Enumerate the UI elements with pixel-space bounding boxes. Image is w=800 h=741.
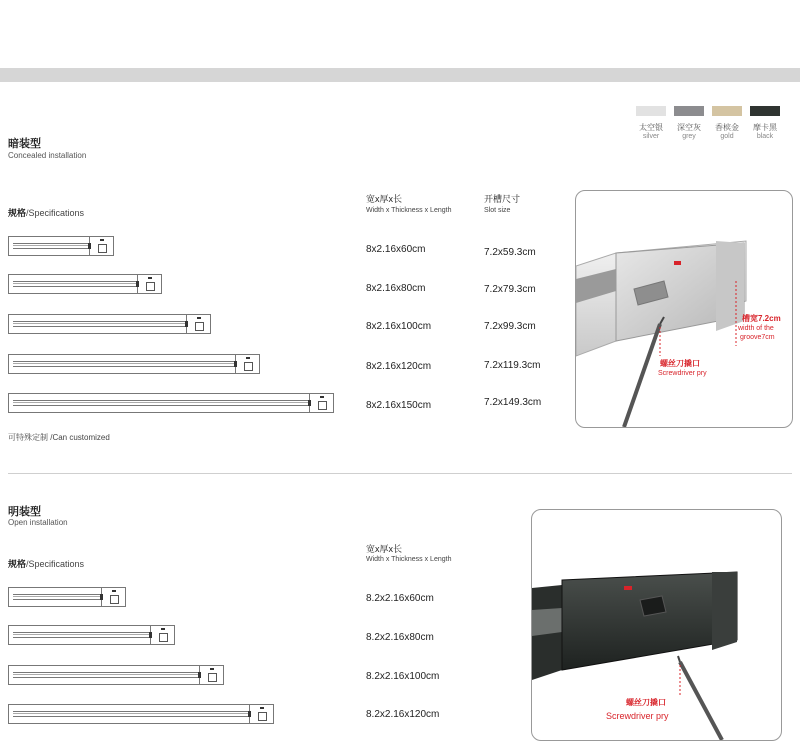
rail-drawing-100 [8, 314, 211, 334]
open-rail-drawing-80 [8, 625, 175, 645]
swatch-silver [636, 106, 666, 116]
open-subtitle: Open installation [8, 518, 68, 527]
swatch-black [750, 106, 780, 116]
swatch-en-gold: gold [720, 133, 734, 140]
groove-width-en2: groove7cm [740, 334, 775, 341]
open-col1-head: 宽x厚x长 [366, 544, 403, 554]
swatch-label-black: 摩卡黑 [753, 123, 777, 132]
open-spec-label: 规格/Specifications [8, 559, 85, 569]
rail-drawing-150 [8, 393, 334, 413]
concealed-slot-150: 7.2x149.3cm [484, 397, 542, 408]
concealed-size-100: 8x2.16x100cm [366, 321, 432, 332]
swatch-label-grey: 深空灰 [677, 123, 701, 132]
open-rail-drawing-100 [8, 665, 224, 685]
concealed-size-120: 8x2.16x120cm [366, 361, 432, 372]
concealed-title: 暗装型 [8, 138, 41, 150]
concealed-subtitle: Concealed installation [8, 151, 87, 160]
open-product-photo [531, 509, 782, 741]
concealed-col2-sub: Slot size [484, 207, 511, 214]
concealed-product-photo [575, 190, 793, 428]
concealed-col1-head: 宽x厚x长 [366, 194, 403, 204]
swatch-label-gold: 香槟金 [715, 123, 739, 132]
open-pry-point-zh: 螺丝刀撬口 [626, 698, 666, 707]
concealed-slot-120: 7.2x119.3cm [484, 360, 541, 371]
groove-width-en1: width of the [738, 325, 774, 332]
open-title: 明装型 [8, 506, 41, 518]
swatch-en-silver: silver [642, 133, 660, 140]
pry-point-en: Screwdriver pry [658, 370, 707, 377]
concealed-size-80: 8x2.16x80cm [366, 283, 426, 294]
concealed-size-150: 8x2.16x150cm [366, 400, 432, 411]
concealed-col2-head: 开槽尺寸 [484, 194, 521, 204]
swatch-gold [712, 106, 742, 116]
concealed-rail-illustration [576, 191, 792, 427]
concealed-col1-sub: Width x Thickness x Length [366, 207, 452, 214]
swatch-label-silver: 太空银 [639, 123, 663, 132]
rail-drawing-80 [8, 274, 162, 294]
open-col1-sub: Width x Thickness x Length [366, 556, 452, 563]
rail-drawing-120 [8, 354, 260, 374]
open-rail-drawing-120 [8, 704, 274, 724]
swatch-en-grey: grey [682, 133, 696, 140]
groove-width-zh: 槽宽7.2cm [742, 314, 781, 323]
customization-note: 可特殊定制 /Can customized [8, 433, 110, 442]
top-gray-band [0, 68, 800, 82]
open-size-80: 8.2x2.16x80cm [366, 632, 434, 643]
open-size-60: 8.2x2.16x60cm [366, 593, 434, 604]
open-rail-drawing-60 [8, 587, 126, 607]
pry-point-zh: 螺丝刀撬口 [660, 359, 700, 368]
swatch-grey [674, 106, 704, 116]
section-divider [8, 473, 792, 474]
open-pry-point-en: Screwdriver pry [606, 711, 669, 721]
concealed-size-60: 8x2.16x60cm [366, 244, 426, 255]
concealed-slot-60: 7.2x59.3cm [484, 247, 536, 258]
open-size-120: 8.2x2.16x120cm [366, 709, 440, 720]
swatch-en-black: black [756, 133, 774, 140]
concealed-slot-80: 7.2x79.3cm [484, 284, 536, 295]
open-size-100: 8.2x2.16x100cm [366, 671, 440, 682]
concealed-slot-100: 7.2x99.3cm [484, 321, 536, 332]
rail-drawing-60 [8, 236, 114, 256]
concealed-spec-label: 规格/Specifications [8, 208, 85, 218]
